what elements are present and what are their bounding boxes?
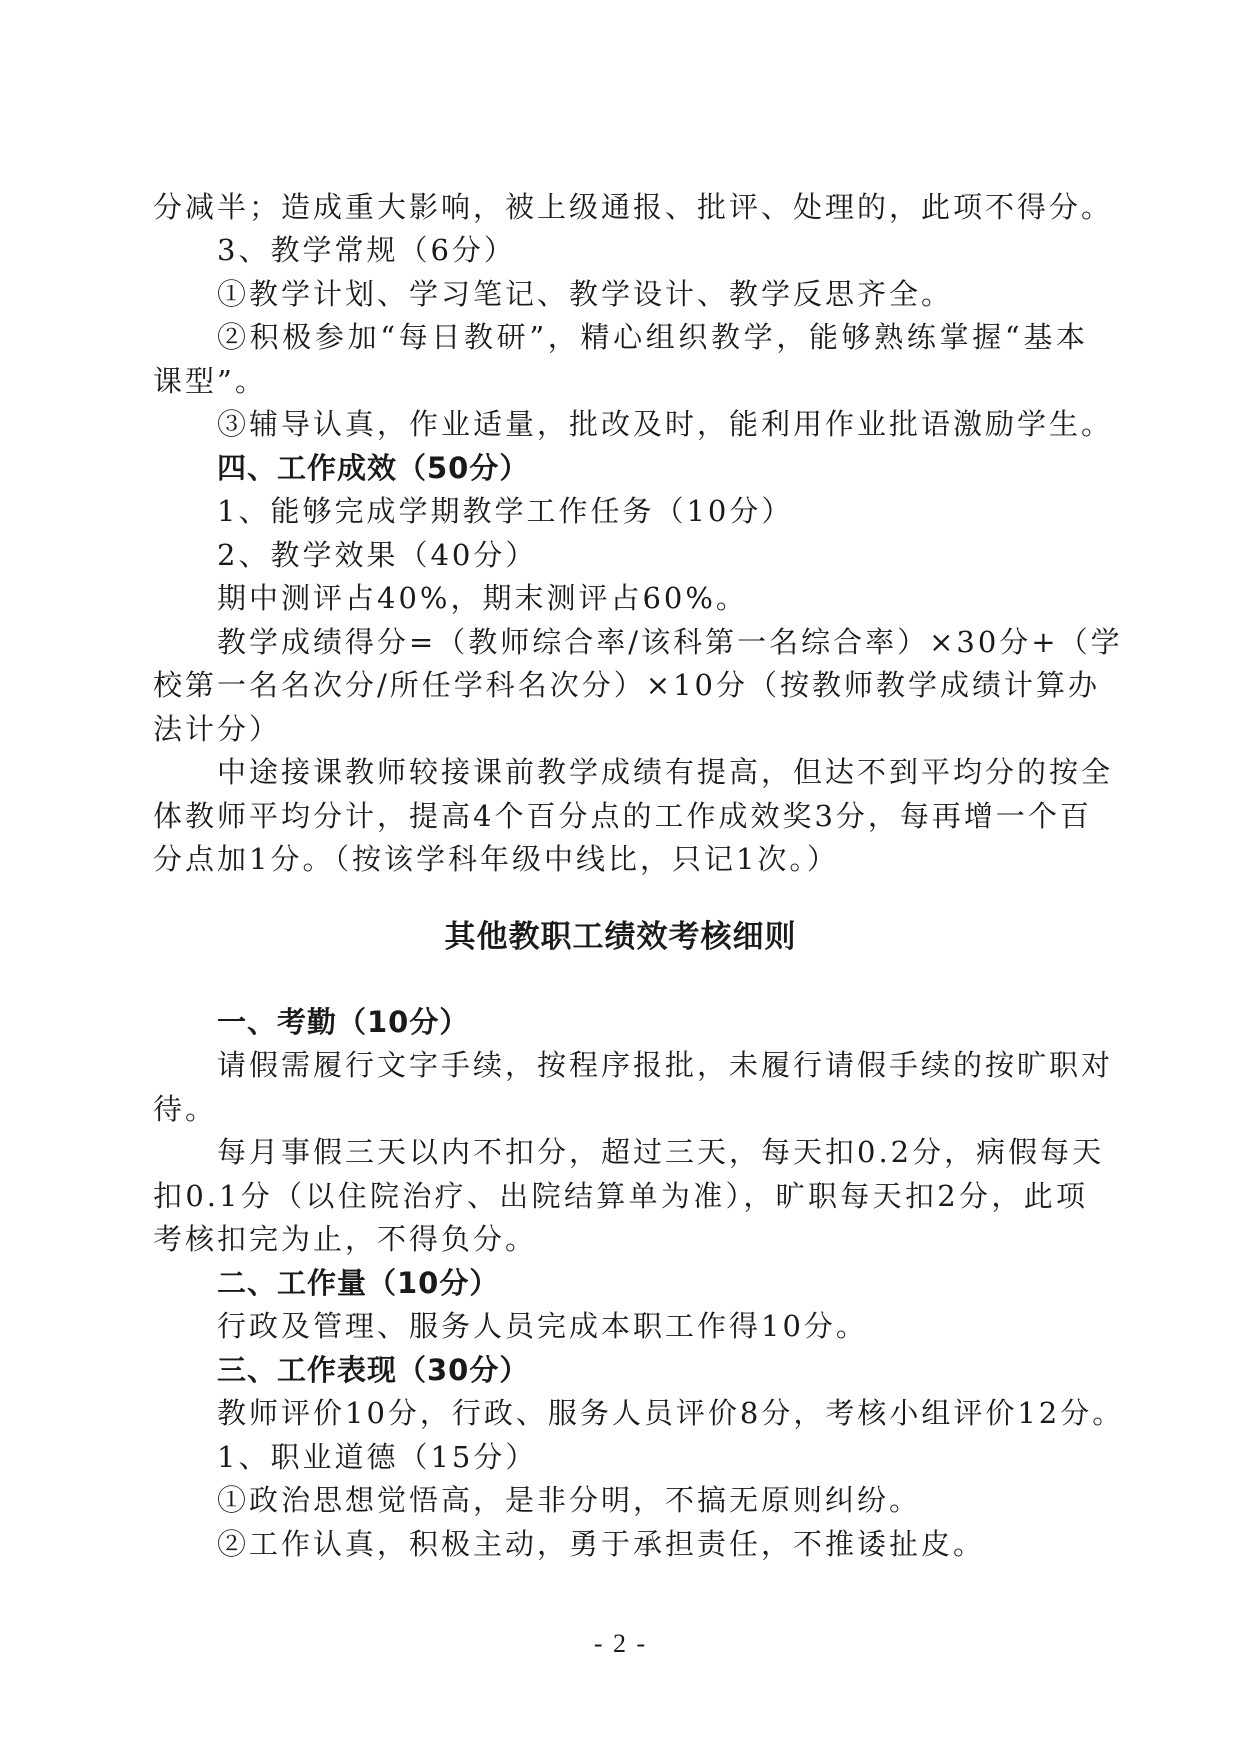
paragraph-line: 期中测评占40%，期末测评占60%。 <box>217 581 748 615</box>
list-item: ②积极参加“每日教研”，精心组织教学，能够熟练掌握“基本 <box>217 320 1088 354</box>
section-heading: 一、考勤（10分） <box>217 1005 470 1039</box>
list-item: ②工作认真，积极主动，勇于承担责任，不推诿扯皮。 <box>217 1527 986 1561</box>
paragraph-line: 考核扣完为止，不得负分。 <box>153 1222 538 1256</box>
list-item: ①教学计划、学习笔记、教学设计、教学反思齐全。 <box>217 277 954 311</box>
section-heading: 三、工作表现（30分） <box>217 1353 530 1387</box>
section-title: 其他教职工绩效考核细则 <box>444 919 797 955</box>
paragraph-line: 课型”。 <box>153 364 267 398</box>
paragraph-line: 校第一名名次分/所任学科名次分）×10分（按教师教学成绩计算办 <box>153 668 1100 702</box>
list-item: ①政治思想觉悟高，是非分明，不搞无原则纠纷。 <box>217 1483 922 1517</box>
page-number: - 2 - <box>593 1629 648 1658</box>
list-item: ③辅导认真，作业适量，批改及时，能利用作业批语激励学生。 <box>217 407 1114 441</box>
paragraph-line: 体教师平均分计，提高4个百分点的工作成效奖3分，每再增一个百 <box>153 799 1092 833</box>
paragraph-line: 请假需履行文字手续，按程序报批，未履行请假手续的按旷职对 <box>217 1048 1114 1082</box>
paragraph-line: 教师评价10分，行政、服务人员评价8分，考核小组评价12分。 <box>217 1396 1125 1430</box>
paragraph-line: 中途接课教师较接课前教学成绩有提高，但达不到平均分的按全 <box>217 755 1114 789</box>
paragraph-line: 每月事假三天以内不扣分，超过三天，每天扣0.2分，病假每天 <box>217 1135 1105 1169</box>
section-heading: 二、工作量（10分） <box>217 1266 500 1300</box>
subsection-heading: 3、教学常规（6分） <box>217 233 516 267</box>
paragraph-line: 分点加1分。（按该学科年级中线比，只记1次。） <box>153 842 839 876</box>
subsection-heading: 1、职业道德（15分） <box>217 1440 538 1474</box>
section-heading: 四、工作成效（50分） <box>217 451 530 485</box>
paragraph-line: 扣0.1分（以住院治疗、出院结算单为准），旷职每天扣2分，此项 <box>153 1179 1088 1213</box>
paragraph-line: 待。 <box>153 1092 218 1126</box>
paragraph-line: 法计分） <box>153 712 282 746</box>
paragraph-line: 分减半；造成重大影响，被上级通报、批评、处理的，此项不得分。 <box>153 190 1114 224</box>
paragraph-line: 教学成绩得分=（教师综合率/该科第一名综合率）×30分+（学 <box>217 625 1123 659</box>
paragraph-line: 行政及管理、服务人员完成本职工作得10分。 <box>217 1309 868 1343</box>
subsection-heading: 1、能够完成学期教学工作任务（10分） <box>217 494 794 528</box>
subsection-heading: 2、教学效果（40分） <box>217 538 538 572</box>
